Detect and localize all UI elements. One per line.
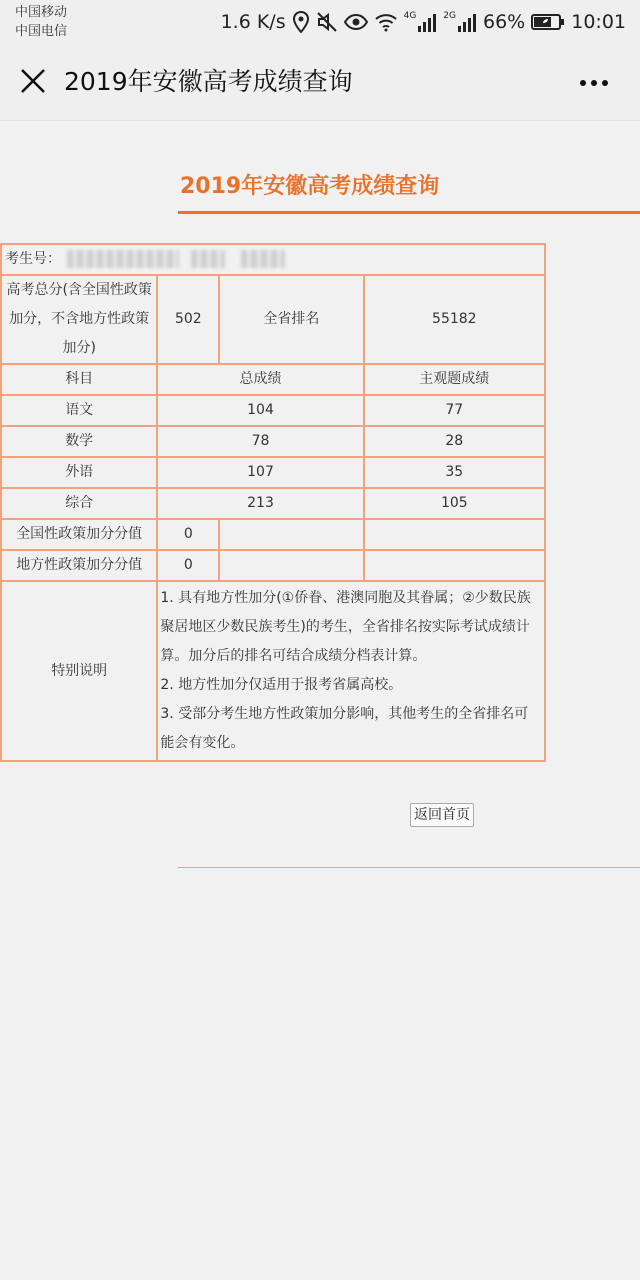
subject-subjective: 35 — [364, 457, 545, 488]
total-score-value: 502 — [157, 275, 219, 364]
exam-number-redacted — [191, 250, 225, 268]
subject-name: 语文 — [1, 395, 157, 426]
table-row — [1, 426, 545, 457]
wifi-icon — [374, 12, 398, 32]
subject-name: 综合 — [1, 488, 157, 519]
status-bar — [0, 0, 640, 44]
more-icon — [579, 79, 609, 87]
page-heading: 2019年安徽高考成绩查询 — [180, 174, 440, 199]
signal-2g-icon — [443, 12, 477, 32]
rank-label: 全省排名 — [219, 275, 363, 364]
subject-total: 107 — [157, 457, 363, 488]
exam-number-label: 考生号： — [5, 251, 61, 267]
nav-title: 2019年安徽高考成绩查询 — [64, 67, 353, 96]
carrier-info — [15, 3, 67, 41]
notes-label: 特别说明 — [1, 581, 157, 761]
empty-cell — [219, 519, 363, 550]
national-bonus-value: 0 — [157, 519, 219, 550]
nav-bar — [0, 44, 640, 121]
table-row — [1, 457, 545, 488]
national-bonus-label: 全国性政策加分分值 — [1, 519, 157, 550]
note-item: 2. 地方性加分仅适用于报考省属高校。 — [160, 677, 403, 693]
subject-total: 78 — [157, 426, 363, 457]
total-score-label: 高考总分(含全国性政策加分，不含地方性政策加分) — [1, 275, 157, 364]
header-subject: 科目 — [1, 364, 157, 395]
network-speed: 1.6 K/s — [220, 11, 286, 33]
exam-number-redacted — [241, 250, 285, 268]
mute-icon — [316, 11, 338, 33]
back-home-button[interactable]: 返回首页 — [410, 803, 474, 827]
header-total: 总成绩 — [157, 364, 363, 395]
location-icon — [292, 11, 310, 33]
network-2g-label: 2G — [443, 11, 456, 21]
subject-total: 213 — [157, 488, 363, 519]
carrier-1: 中国移动 — [15, 5, 68, 20]
subject-name: 数学 — [1, 426, 157, 457]
subject-subjective: 77 — [364, 395, 545, 426]
empty-cell — [364, 550, 545, 581]
notes-cell — [157, 581, 545, 761]
local-bonus-value: 0 — [157, 550, 219, 581]
close-icon — [20, 68, 46, 94]
rank-value: 55182 — [364, 275, 545, 364]
subject-subjective: 105 — [364, 488, 545, 519]
status-indicators — [221, 8, 626, 36]
exam-number-cell — [1, 244, 545, 275]
eye-icon — [344, 13, 368, 31]
subject-total: 104 — [157, 395, 363, 426]
table-row — [1, 395, 545, 426]
subject-subjective: 28 — [364, 426, 545, 457]
clock: 10:01 — [571, 11, 626, 33]
empty-cell — [219, 550, 363, 581]
carrier-2: 中国电信 — [15, 24, 68, 39]
close-button[interactable] — [16, 64, 50, 98]
note-item: 3. 受部分考生地方性政策加分影响，其他考生的全省排名可能会有变化。 — [160, 706, 529, 751]
network-4g-label: 4G — [403, 11, 417, 21]
signal-4g-icon — [404, 12, 438, 32]
battery-percent: 66% — [483, 11, 526, 33]
table-row — [1, 488, 545, 519]
subject-name: 外语 — [1, 457, 157, 488]
local-bonus-label: 地方性政策加分分值 — [1, 550, 157, 581]
heading-divider — [178, 211, 640, 214]
exam-number-redacted — [67, 250, 179, 268]
note-item: 1. 具有地方性加分(①侨眷、港澳同胞及其眷属；②少数民族聚居地区少数民族考生)的考生，全省排名按实际考试成绩计算。加分后的排名可结合成绩分档表计算。 — [160, 590, 531, 664]
score-table — [0, 243, 546, 762]
header-subjective: 主观题成绩 — [364, 364, 545, 395]
battery-icon — [531, 13, 565, 31]
bottom-divider — [178, 867, 640, 868]
more-button[interactable] — [574, 66, 614, 100]
empty-cell — [364, 519, 545, 550]
